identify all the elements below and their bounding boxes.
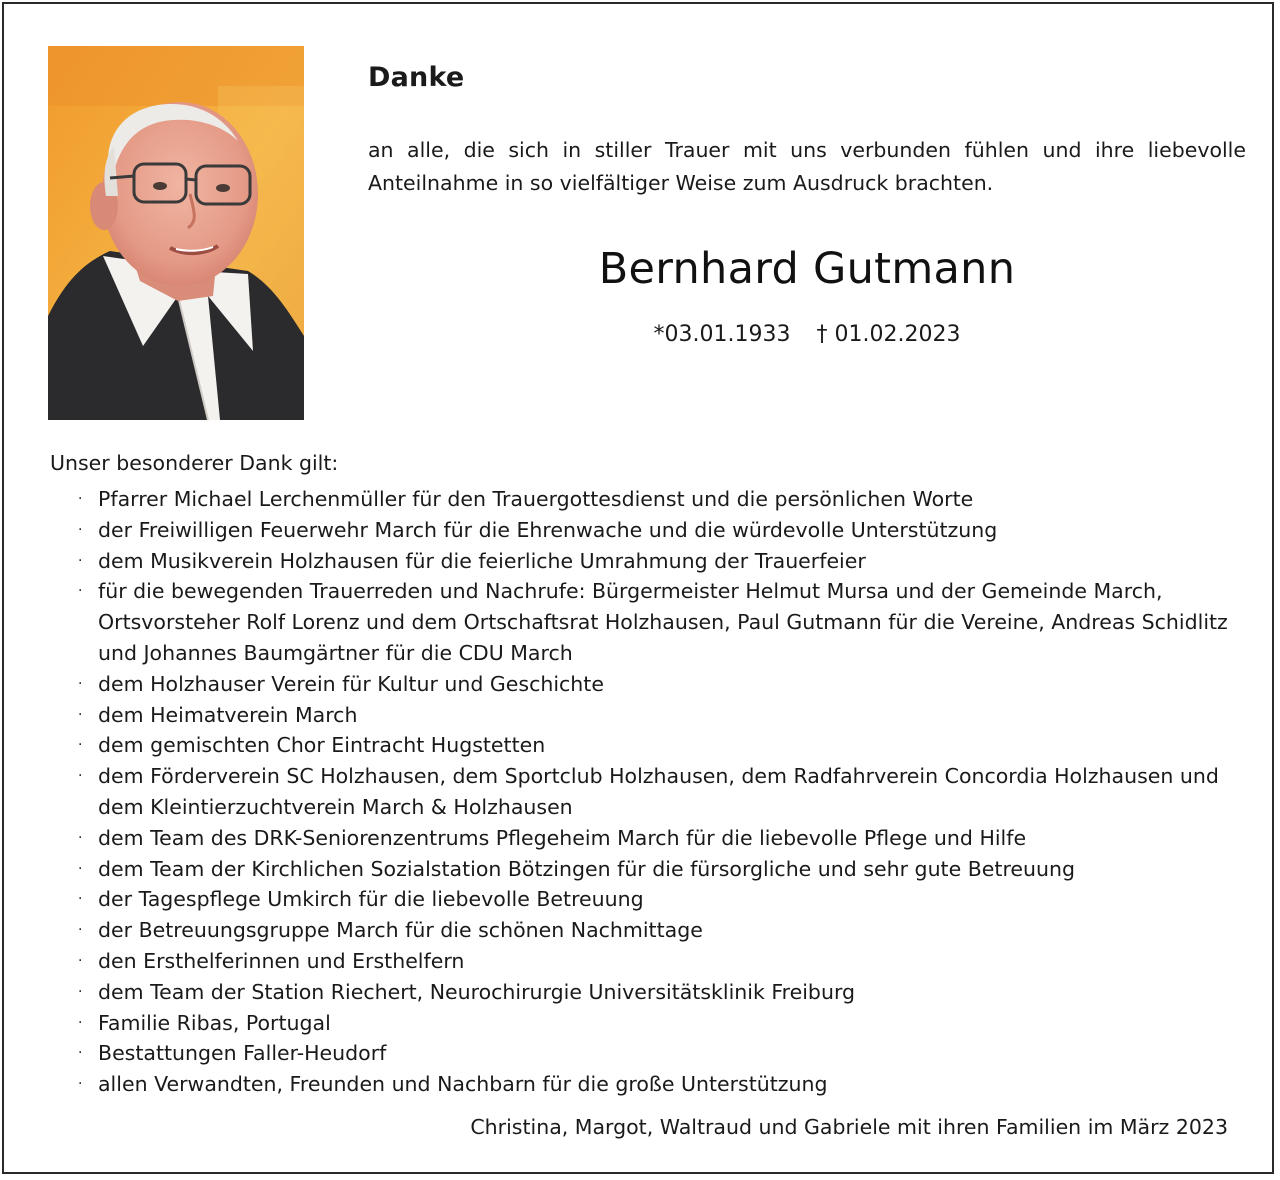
- bullet-icon: ·: [78, 706, 83, 723]
- list-item: [78, 1038, 1258, 1069]
- list-item: [78, 946, 1258, 977]
- list-item-text: den Ersthelferinnen und Ersthelfern: [98, 948, 465, 973]
- list-item: [78, 576, 1258, 668]
- list-item-text: Bestattungen Faller-Heudorf: [98, 1041, 387, 1066]
- intro-text: an alle, die sich in stiller Trauer mit uns verbunden fühlen und ihre liebevolle Anteilnahme in so vielfältiger Weise zum Ausdruck brachten.: [368, 138, 1246, 195]
- list-item: [78, 761, 1258, 823]
- bullet-icon: ·: [78, 583, 83, 600]
- list-item: [78, 515, 1258, 546]
- thanks-title: Unser besonderer Dank gilt:: [50, 451, 339, 475]
- obituary-card: [2, 2, 1274, 1174]
- list-item-text: der Tagespflege Umkirch für die liebevolle Betreuung: [98, 887, 644, 912]
- bullet-icon: ·: [78, 1014, 83, 1031]
- bullet-icon: ·: [78, 1076, 83, 1093]
- bullet-icon: ·: [78, 829, 83, 846]
- bullet-icon: ·: [78, 675, 83, 692]
- life-dates: [368, 322, 1246, 347]
- list-item-text: der Betreuungsgruppe March für die schönen Nachmittage: [98, 918, 703, 943]
- bullet-icon: ·: [78, 983, 83, 1000]
- list-item-text: allen Verwandten, Freunden und Nachbarn für die große Unterstützung: [98, 1072, 828, 1097]
- bullet-icon: ·: [78, 922, 83, 939]
- heading: Danke: [368, 62, 465, 93]
- death-date: † 01.02.2023: [816, 322, 961, 347]
- list-item: [78, 884, 1258, 915]
- bullet-icon: ·: [78, 1045, 83, 1062]
- portrait-photo: [48, 46, 304, 420]
- list-item: [78, 823, 1258, 854]
- list-item-text: Familie Ribas, Portugal: [98, 1010, 331, 1035]
- list-item: [78, 1069, 1258, 1100]
- list-item-text: dem Team des DRK-Seniorenzentrums Pflegeheim March für die liebevolle Pflege und Hilfe: [98, 825, 1027, 850]
- list-item-text: dem Musikverein Holzhausen für die feierliche Umrahmung der Trauerfeier: [98, 548, 866, 573]
- list-item-text: dem Holzhauser Verein für Kultur und Geschichte: [98, 671, 604, 696]
- bullet-icon: ·: [78, 860, 83, 877]
- thanks-list: [78, 484, 1258, 1100]
- list-item-text: dem Förderverein SC Holzhausen, dem Sportclub Holzhausen, dem Radfahrverein Concordia Holzhausen und dem Kleintierzuchtverein March & Holzhausen: [98, 764, 1219, 819]
- list-item: [78, 484, 1258, 515]
- list-item: [78, 915, 1258, 946]
- list-item: [78, 730, 1258, 761]
- list-item-text: dem Heimatverein March: [98, 702, 358, 727]
- list-item-text: Pfarrer Michael Lerchenmüller für den Trauergottesdienst und die persönlichen Worte: [98, 487, 974, 511]
- list-item: [78, 977, 1258, 1008]
- list-item-text: der Freiwilligen Feuerwehr March für die Ehrenwache und die würdevolle Unterstützung: [98, 517, 998, 542]
- list-item-text: dem Team der Kirchlichen Sozialstation Bötzingen für die fürsorgliche und sehr gute Betreuung: [98, 856, 1076, 881]
- list-item-text: dem Team der Station Riechert, Neurochirurgie Universitätsklinik Freiburg: [98, 979, 856, 1004]
- list-item: [78, 854, 1258, 885]
- list-item: [78, 546, 1258, 577]
- list-item-text: dem gemischten Chor Eintracht Hugstetten: [98, 733, 546, 758]
- bullet-icon: ·: [78, 491, 83, 507]
- list-item: [78, 700, 1258, 731]
- list-item: [78, 669, 1258, 700]
- deceased-name: Bernhard Gutmann: [598, 244, 1016, 294]
- bullet-icon: ·: [78, 552, 83, 569]
- bullet-icon: ·: [78, 737, 83, 754]
- bullet-icon: ·: [78, 521, 83, 538]
- birth-date: *03.01.1933: [653, 322, 791, 347]
- signature: Christina, Margot, Waltraud und Gabriele mit ihren Familien im März 2023: [470, 1115, 1228, 1139]
- list-item-text: für die bewegenden Trauerreden und Nachrufe: Bürgermeister Helmut Mursa und der Gemeinde March, Ortsvorsteher Rolf Lorenz und dem Ortschaftsrat Holzhausen, Paul Gutmann für die Vereine, Andreas Schidlitz und Johannes Baumgärtner für die CDU March: [98, 579, 1228, 665]
- bullet-icon: ·: [78, 891, 83, 908]
- list-item: [78, 1008, 1258, 1039]
- bullet-icon: ·: [78, 768, 83, 785]
- bullet-icon: ·: [78, 952, 83, 969]
